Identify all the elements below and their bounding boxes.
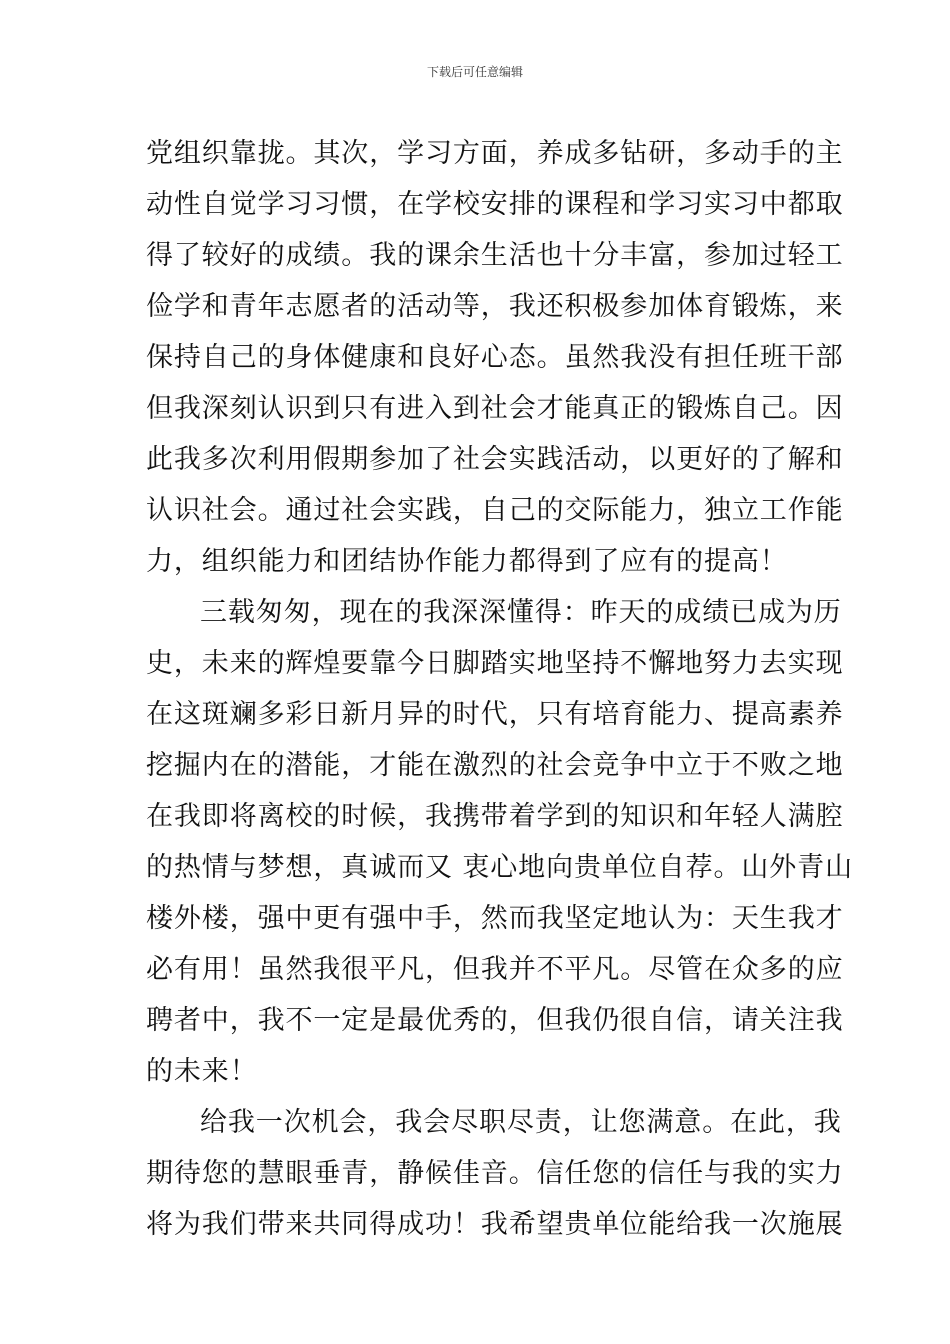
- paragraph-2: [146, 587, 853, 1097]
- text-line: 力，组织能力和团结协作能力都得到了应有的提高！: [146, 546, 788, 577]
- page-header: 下载后可任意编辑: [426, 65, 523, 79]
- text-line: 保持自己的身体健康和良好心态。虽然我没有担任班干部: [146, 342, 844, 373]
- text-line-indented: 给我一次机会，我会尽职尽责，让您满意。在此，我: [200, 1107, 842, 1138]
- text-line: 期待您的慧眼垂青，静候佳音。信任您的信任与我的实力: [146, 1158, 844, 1189]
- text-line: 党组织靠拢。其次，学习方面，养成多钻研，多动手的主: [146, 138, 844, 169]
- text-line: 的未来！: [146, 1056, 258, 1087]
- text-line: 楼外楼，强中更有强中手，然而我坚定地认为：天生我才: [146, 903, 844, 934]
- text-line: 俭学和青年志愿者的活动等，我还积极参加体育锻炼，来: [146, 291, 844, 322]
- text-line: 聘者中，我不一定是最优秀的，但我仍很自信，请关注我: [146, 1005, 844, 1036]
- text-line: 将为我们带来共同得成功！我希望贵单位能给我一次施展: [146, 1209, 844, 1240]
- text-line: 史，未来的辉煌要靠今日脚踏实地坚持不懈地努力去实现: [146, 648, 844, 679]
- text-line-indented: 三载匆匆，现在的我深深懂得：昨天的成绩已成为历: [200, 597, 842, 628]
- text-line: 认识社会。通过社会实践，自己的交际能力，独立工作能: [146, 495, 844, 526]
- paragraph-1: [146, 128, 844, 587]
- text-line: 挖掘内在的潜能，才能在激烈的社会竞争中立于不败之地: [146, 750, 844, 781]
- text-line: 在我即将离校的时候，我携带着学到的知识和年轻人满腔: [146, 801, 844, 832]
- text-line: 动性自觉学习习惯，在学校安排的课程和学习实习中都取: [146, 189, 844, 220]
- text-line: 此我多次利用假期参加了社会实践活动，以更好的了解和: [146, 444, 844, 475]
- text-line: 得了较好的成绩。我的课余生活也十分丰富，参加过轻工: [146, 240, 844, 271]
- paragraph-3: [146, 1097, 844, 1250]
- text-line: 但我深刻认识到只有进入到社会才能真正的锻炼自己。因: [146, 393, 844, 424]
- document-body: [146, 128, 853, 1250]
- text-line: 的热情与梦想，真诚而又 衷心地向贵单位自荐。山外青山: [146, 852, 853, 883]
- text-line: 必有用！虽然我很平凡，但我并不平凡。尽管在众多的应: [146, 954, 844, 985]
- text-line: 在这斑斓多彩日新月异的时代，只有培育能力、提高素养: [146, 699, 844, 730]
